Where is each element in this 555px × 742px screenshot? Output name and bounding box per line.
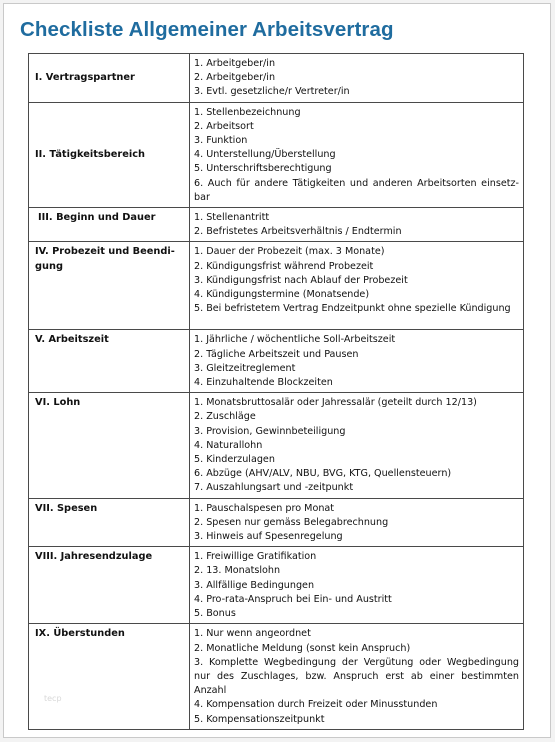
section-items bbox=[190, 208, 524, 242]
list-item: 3. Kündigungsfrist nach Ablauf der Probezeit bbox=[194, 274, 408, 286]
list-item: 3. Evtl. gesetzliche/r Vertreter/in bbox=[194, 86, 350, 98]
list-item: 1. Jährliche / wöchentliche Soll-Arbeitszeit bbox=[194, 334, 396, 346]
list-item: 2. Monatliche Meldung (sonst kein Anspruch) bbox=[194, 642, 411, 654]
list-item: 1. Nur wenn angeordnet bbox=[194, 628, 311, 640]
section-heading: IV. Probezeit und Beendi-gung bbox=[29, 242, 190, 330]
list-item: 3. Hinweis auf Spesenregelung bbox=[194, 531, 343, 543]
list-item: 1. Pauschalspesen pro Monat bbox=[194, 502, 335, 514]
list-item: 5. Unterschriftsberechtigung bbox=[194, 163, 332, 175]
table-row bbox=[29, 102, 524, 207]
list-item: 5. Kinderzulagen bbox=[194, 454, 275, 466]
checklist-table bbox=[28, 53, 524, 730]
list-item: 1. Arbeitgeber/in bbox=[194, 58, 276, 69]
table-row bbox=[29, 330, 524, 393]
section-heading: VIII. Jahresendzulage bbox=[29, 547, 190, 624]
list-item: 1. Freiwillige Gratifikation bbox=[194, 551, 317, 563]
list-item: 2. Spesen nur gemäss Belegabrechnung bbox=[194, 516, 389, 528]
watermark: tecp bbox=[44, 694, 62, 703]
section-items bbox=[190, 242, 524, 330]
list-item: 4. Pro-rata-Anspruch bei Ein- und Austritt bbox=[194, 593, 392, 605]
table-row bbox=[29, 624, 524, 729]
list-item: 4. Kündigungstermine (Monatsende) bbox=[194, 289, 370, 301]
section-items bbox=[190, 54, 524, 103]
page-title: Checkliste Allgemeiner Arbeitsvertrag bbox=[20, 18, 394, 41]
section-heading: VII. Spesen bbox=[29, 498, 190, 547]
list-item: 4. Kompensation durch Freizeit oder Minusstunden bbox=[194, 699, 438, 711]
list-item: 5. Bei befristetem Vertrag Endzeitpunkt ohne spezielle Kündigung bbox=[194, 303, 511, 315]
list-item: 2. Arbeitsort bbox=[194, 120, 254, 132]
section-heading: VI. Lohn bbox=[29, 393, 190, 498]
list-item: 3. Allfällige Bedingungen bbox=[194, 579, 315, 591]
list-item: 3. Gleitzeitreglement bbox=[194, 362, 296, 374]
section-items bbox=[190, 330, 524, 393]
list-item: 1. Stellenantritt bbox=[194, 212, 270, 224]
list-item: 2. 13. Monatslohn bbox=[194, 565, 281, 577]
section-heading: IX. Überstunden bbox=[29, 624, 190, 729]
section-items bbox=[190, 498, 524, 547]
list-item: 3. Komplette Wegbedingung der Vergütung oder Wegbedingung nur des Zuschlages, bzw. Anspruch erst ab einer bestimmten Anzahl bbox=[194, 656, 519, 697]
list-item: 5. Kompensationszeitpunkt bbox=[194, 713, 325, 725]
table-row bbox=[29, 208, 524, 242]
list-item: 1. Stellenbezeichnung bbox=[194, 106, 301, 118]
list-item: 6. Abzüge (AHV/ALV, NBU, BVG, KTG, Quellensteuern) bbox=[194, 468, 452, 480]
list-item: 6. Auch für andere Tätigkeiten und anderen Arbeitsorten einsetz-bar bbox=[194, 177, 519, 203]
list-item: 2. Befristetes Arbeitsverhältnis / Endtermin bbox=[194, 226, 402, 238]
list-item: 2. Tägliche Arbeitszeit und Pausen bbox=[194, 348, 359, 360]
list-item: 1. Monatsbruttosalär oder Jahressalär (geteilt durch 12/13) bbox=[194, 397, 477, 409]
list-item: 4. Unterstellung/Überstellung bbox=[194, 149, 336, 161]
list-item: 4. Naturallohn bbox=[194, 439, 263, 451]
table-row bbox=[29, 498, 524, 547]
section-items bbox=[190, 624, 524, 729]
list-item: 5. Bonus bbox=[194, 608, 236, 620]
table-row bbox=[29, 242, 524, 330]
section-heading: III. Beginn und Dauer bbox=[29, 208, 190, 242]
section-heading: II. Tätigkeitsbereich bbox=[29, 102, 190, 207]
list-item: 3. Funktion bbox=[194, 135, 248, 147]
table-row bbox=[29, 54, 524, 103]
section-items bbox=[190, 393, 524, 498]
section-items bbox=[190, 547, 524, 624]
document-page bbox=[3, 3, 551, 738]
list-item: 3. Provision, Gewinnbeteiligung bbox=[194, 425, 346, 437]
list-item: 2. Zuschläge bbox=[194, 411, 256, 423]
table-row bbox=[29, 393, 524, 498]
list-item: 2. Arbeitgeber/in bbox=[194, 72, 276, 84]
list-item: 4. Einzuhaltende Blockzeiten bbox=[194, 377, 333, 389]
section-items bbox=[190, 102, 524, 207]
list-item: 2. Kündigungsfrist während Probezeit bbox=[194, 260, 374, 272]
section-heading: V. Arbeitszeit bbox=[29, 330, 190, 393]
section-heading: I. Vertragspartner bbox=[29, 54, 190, 103]
table-row bbox=[29, 547, 524, 624]
list-item: 7. Auszahlungsart und -zeitpunkt bbox=[194, 482, 354, 494]
list-item: 1. Dauer der Probezeit (max. 3 Monate) bbox=[194, 246, 385, 258]
